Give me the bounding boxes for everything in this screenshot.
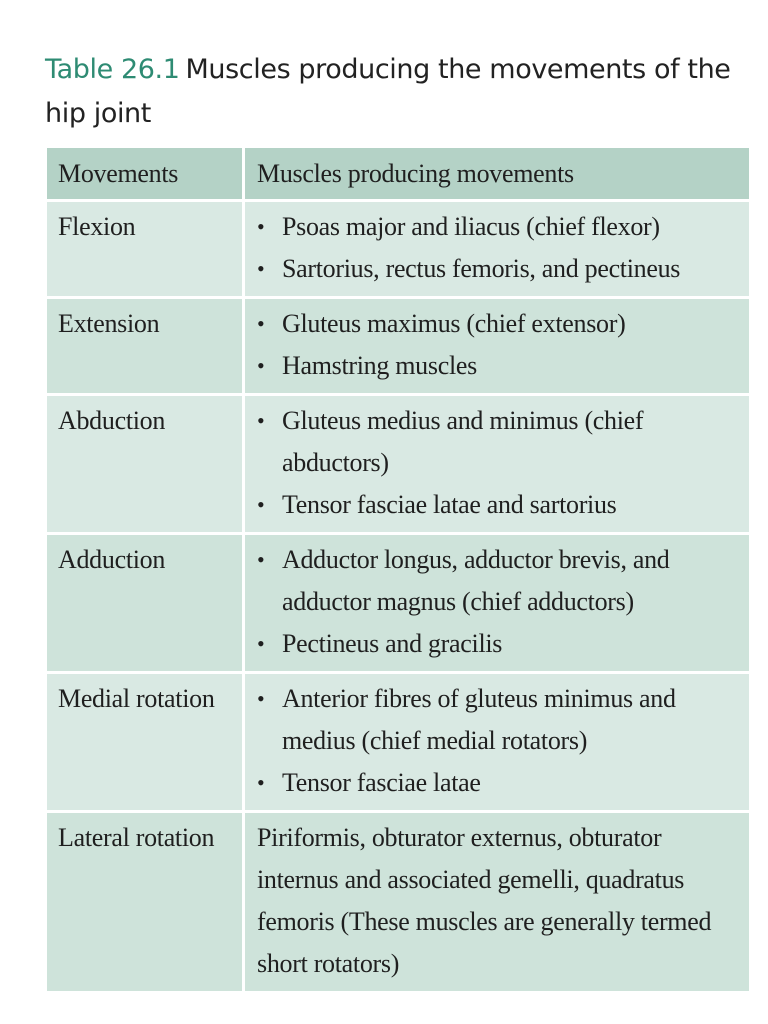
movement-cell: Abduction	[47, 395, 244, 534]
bullet-icon: •	[257, 353, 265, 378]
muscle-item: • Pectineus and gracilis	[257, 623, 737, 665]
table-row-flexion	[47, 201, 749, 298]
bullet-icon: •	[257, 311, 265, 336]
bullet-icon: •	[257, 492, 265, 517]
muscles-cell: Piriformis, obturator externus, obturator internus and associated gemelli, quadratus femoris (These muscles are generally termed short rotators)	[244, 812, 750, 992]
movement-cell: Adduction	[47, 534, 244, 673]
muscle-list	[257, 539, 737, 665]
muscles-cell	[244, 673, 750, 812]
muscle-item: • Hamstring muscles	[257, 345, 737, 387]
bullet-icon: •	[257, 770, 265, 795]
table-row-abduction	[47, 395, 749, 534]
bullet-icon: •	[257, 214, 265, 239]
bullet-icon: •	[257, 547, 265, 572]
muscle-item: • Sartorius, rectus femoris, and pectineus	[257, 248, 737, 290]
table-row-adduction	[47, 534, 749, 673]
muscles-cell	[244, 201, 750, 298]
table-number: Table 26.1	[45, 54, 180, 85]
muscle-item: • Anterior fibres of gluteus minimus and medius (chief medial rotators)	[257, 678, 737, 762]
header-row	[47, 148, 749, 201]
bullet-icon: •	[257, 686, 265, 711]
bullet-icon: •	[257, 631, 265, 656]
table-caption	[45, 48, 755, 136]
movement-cell: Flexion	[47, 201, 244, 298]
table-row-lateral-rotation	[47, 812, 749, 992]
table-row-medial-rotation	[47, 673, 749, 812]
muscle-item: • Gluteus maximus (chief extensor)	[257, 303, 737, 345]
muscle-item: • Adductor longus, adductor brevis, and adductor magnus (chief adductors)	[257, 539, 737, 623]
bullet-icon: •	[257, 408, 265, 433]
movement-cell: Lateral rotation	[47, 812, 244, 992]
muscles-cell	[244, 534, 750, 673]
table-title: Muscles producing the movements of the hip joint	[45, 54, 731, 129]
muscle-list	[257, 206, 737, 290]
movement-cell: Medial rotation	[47, 673, 244, 812]
muscles-cell	[244, 298, 750, 395]
muscle-item: • Psoas major and iliacus (chief flexor)	[257, 206, 737, 248]
muscle-list	[257, 303, 737, 387]
muscle-item: • Gluteus medius and minimus (chief abductors)	[257, 400, 737, 484]
table-row-extension	[47, 298, 749, 395]
header-muscles: Muscles producing movements	[244, 148, 750, 201]
movement-cell: Extension	[47, 298, 244, 395]
hip-movements-table	[47, 148, 749, 991]
muscle-item: • Tensor fasciae latae	[257, 762, 737, 804]
muscle-list	[257, 678, 737, 804]
muscles-cell	[244, 395, 750, 534]
header-movements: Movements	[47, 148, 244, 201]
muscle-list	[257, 400, 737, 526]
muscle-item: • Tensor fasciae latae and sartorius	[257, 484, 737, 526]
bullet-icon: •	[257, 256, 265, 281]
